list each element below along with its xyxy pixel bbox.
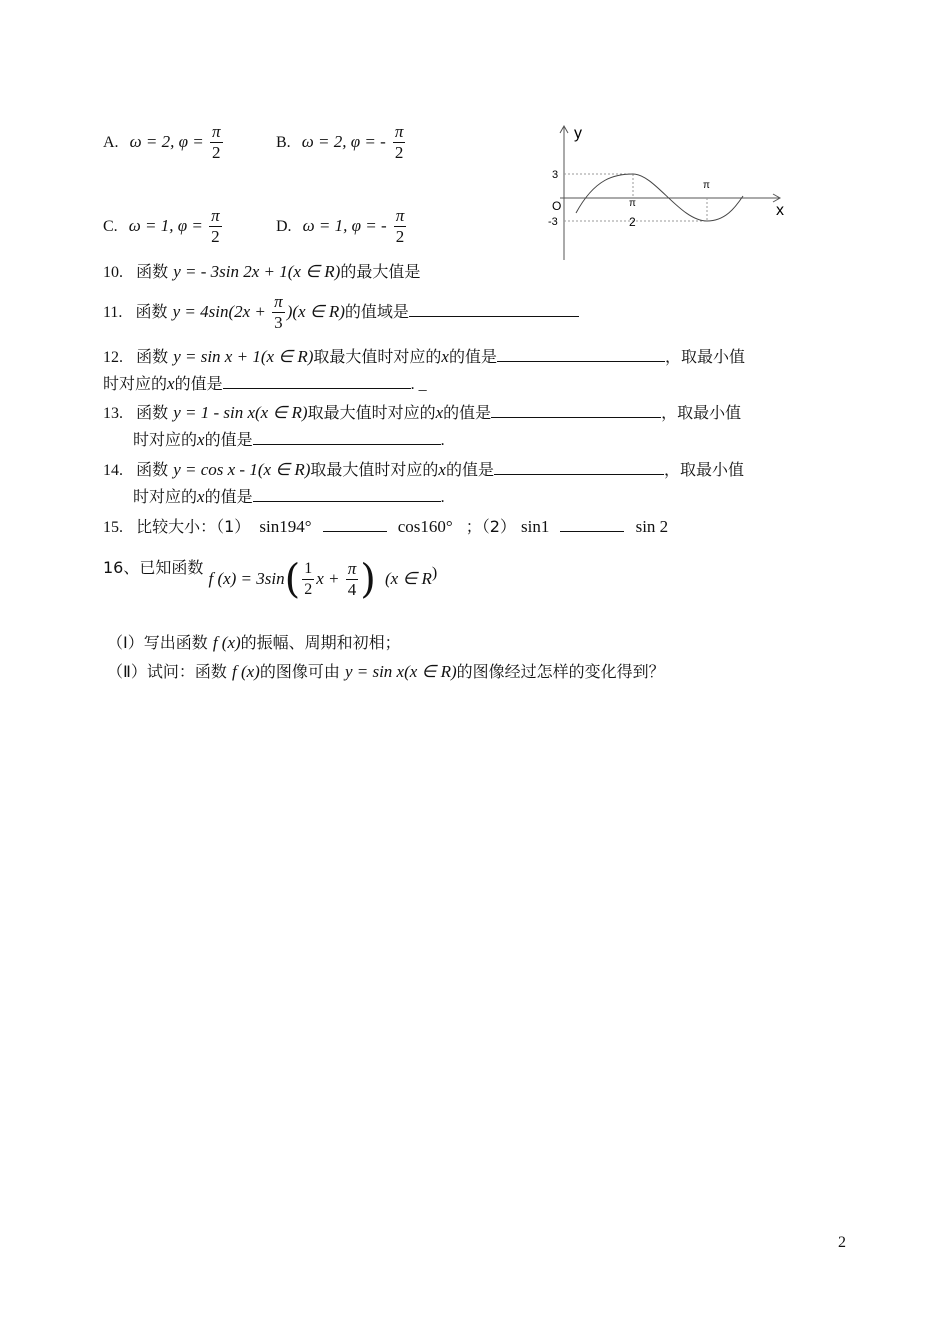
question-14-line2 xyxy=(133,484,445,507)
q12-end: . _ xyxy=(410,376,427,393)
question-13 xyxy=(103,400,741,423)
q14-prefix: 函数 xyxy=(136,460,169,479)
q16-part-1 xyxy=(107,630,401,653)
q10-number: 10. xyxy=(103,264,123,281)
q14-mid: 取最大值时对应的 xyxy=(310,460,439,479)
q15-blank-1[interactable] xyxy=(323,517,387,532)
q10-suffix: 的最大值是 xyxy=(340,262,421,281)
q14-var: x xyxy=(438,460,446,479)
q12-max-blank[interactable] xyxy=(497,347,665,362)
q15-b: cos160° xyxy=(397,517,453,536)
q13-mid2: 的值是 xyxy=(443,403,492,422)
sine-graph xyxy=(540,118,800,263)
q10-expression: y = - 3sin 2x + 1(x ∈ R) xyxy=(173,262,341,281)
q15-blank-2[interactable] xyxy=(560,517,624,532)
q16-half: $\frac{1}{2}$ xyxy=(304,560,313,598)
q12-var2: x xyxy=(167,374,175,393)
q16-close: ) xyxy=(431,564,438,582)
q15-a: sin194° xyxy=(259,517,312,536)
q15-number: 15. xyxy=(103,519,123,536)
q13-var: x xyxy=(435,403,444,422)
y-axis-label: y xyxy=(574,125,582,142)
option-a xyxy=(103,122,225,163)
option-d-label: D. xyxy=(276,218,292,235)
page-number: 2 xyxy=(838,1234,846,1251)
option-a-expr: ω = 2, φ = xyxy=(129,132,209,151)
option-b-label: B. xyxy=(276,134,291,151)
q13-var2: x xyxy=(197,430,205,449)
q13-tail: ，取最小值 xyxy=(661,403,742,422)
q15-c: sin1 xyxy=(521,517,550,536)
q14-var2: x xyxy=(197,487,205,506)
q12-line2a: 时对应的 xyxy=(103,374,168,393)
question-12-line2 xyxy=(103,371,427,394)
question-16 xyxy=(103,555,438,603)
q12-mid: 取最大值时对应的 xyxy=(313,347,442,366)
q14-min-blank[interactable] xyxy=(253,487,441,502)
q12-tail: ，取最小值 xyxy=(664,347,745,366)
q11-expression-a: y = 4sin(2x + xyxy=(172,302,271,321)
option-d-expr: ω = 1, φ = - xyxy=(302,216,387,235)
q16-paren-open: ( xyxy=(284,556,301,603)
y-bottom-label: -3 xyxy=(548,216,558,228)
q11-answer-blank[interactable] xyxy=(409,302,579,317)
pi-over-2-num: π xyxy=(629,198,636,209)
q13-min-blank[interactable] xyxy=(253,430,441,445)
q10-prefix: 函数 xyxy=(136,262,169,281)
q16-p2-post: 的图像经过怎样的变化得到？ xyxy=(456,662,665,681)
q13-line2a: 时对应的 xyxy=(133,430,198,449)
q16-p1-label: （Ⅰ）写出函数 xyxy=(107,633,208,652)
option-b-frac: $\frac{\pi}{2}$ xyxy=(394,122,404,162)
q14-line2a: 时对应的 xyxy=(133,487,198,506)
q16-p1-expr: f (x) xyxy=(212,633,241,652)
q12-line2b: 的值是 xyxy=(174,374,223,393)
q16-p2-mid: 的图像可由 xyxy=(259,662,340,681)
q16-p1-post: 的振幅、周期和初相； xyxy=(240,633,401,652)
q11-prefix: 函数 xyxy=(135,302,168,321)
q12-min-blank[interactable] xyxy=(223,374,411,389)
option-c-expr: ω = 1, φ = xyxy=(128,216,208,235)
q15-sep: ；（2） xyxy=(465,517,516,536)
q13-mid: 取最大值时对应的 xyxy=(307,403,436,422)
q16-x-plus: x + xyxy=(316,569,344,588)
q15-d: sin 2 xyxy=(635,517,669,536)
q11-expression-b: )(x ∈ R) xyxy=(286,302,345,321)
q14-mid2: 的值是 xyxy=(445,460,494,479)
q14-number: 14. xyxy=(103,462,123,479)
question-13-line2 xyxy=(133,427,445,450)
q16-domain: (x ∈ R xyxy=(385,569,432,588)
pi-mark: π xyxy=(703,180,710,191)
q14-line2b: 的值是 xyxy=(204,487,253,506)
q16-part-2 xyxy=(107,659,665,682)
q14-end: . xyxy=(440,489,445,506)
question-10 xyxy=(103,259,420,282)
q12-number: 12. xyxy=(103,349,123,366)
option-a-label: A. xyxy=(103,134,119,151)
y-top-label: 3 xyxy=(552,169,559,181)
q12-prefix: 函数 xyxy=(136,347,169,366)
q16-p2-label: （Ⅱ）试问：函数 xyxy=(107,662,227,681)
q14-expression: y = cos x - 1(x ∈ R) xyxy=(173,460,311,479)
option-b-expr: ω = 2, φ = - xyxy=(301,132,386,151)
q16-intro: 16、已知函数 xyxy=(103,558,204,577)
q13-end: . xyxy=(440,432,445,449)
q16-formula xyxy=(208,556,438,603)
q13-prefix: 函数 xyxy=(136,403,169,422)
q12-expression: y = sin x + 1(x ∈ R) xyxy=(173,347,314,366)
option-d xyxy=(276,206,408,247)
option-c xyxy=(103,206,224,247)
q16-paren-close: ) xyxy=(360,556,376,603)
q11-suffix: 的值域是 xyxy=(344,302,409,321)
option-c-label: C. xyxy=(103,218,118,235)
q16-fx: f (x) = 3sin xyxy=(208,569,285,588)
q16-p2-expr: f (x) xyxy=(231,662,260,681)
question-15 xyxy=(103,514,668,537)
option-a-frac: $\frac{\pi}{2}$ xyxy=(212,122,221,162)
question-11 xyxy=(103,292,579,333)
q15-prefix: 比较大小：（1） xyxy=(136,517,251,536)
option-c-frac: $\frac{\pi}{2}$ xyxy=(211,206,220,246)
q12-mid2: 的值是 xyxy=(448,347,497,366)
q13-expression: y = 1 - sin x(x ∈ R) xyxy=(173,403,308,422)
q16-p2-expr2: y = sin x(x ∈ R) xyxy=(344,662,457,681)
q12-var: x xyxy=(441,347,449,366)
question-12 xyxy=(103,344,745,367)
q11-frac: $\frac{\pi}{3}$ xyxy=(274,292,283,332)
origin-label: O xyxy=(552,199,562,213)
q13-line2b: 的值是 xyxy=(204,430,253,449)
x-axis-label: x xyxy=(776,202,784,219)
pi-over-2-den: 2 xyxy=(629,215,636,229)
question-14 xyxy=(103,457,744,480)
option-b xyxy=(276,122,407,163)
q13-number: 13. xyxy=(103,405,123,422)
q14-tail: ，取最小值 xyxy=(663,460,744,479)
option-d-frac: $\frac{\pi}{2}$ xyxy=(395,206,405,246)
q11-number: 11. xyxy=(103,304,123,321)
q16-pi-4: $\frac{\pi}{4}$ xyxy=(347,559,357,599)
q14-max-blank[interactable] xyxy=(494,460,664,475)
q13-max-blank[interactable] xyxy=(491,403,661,418)
